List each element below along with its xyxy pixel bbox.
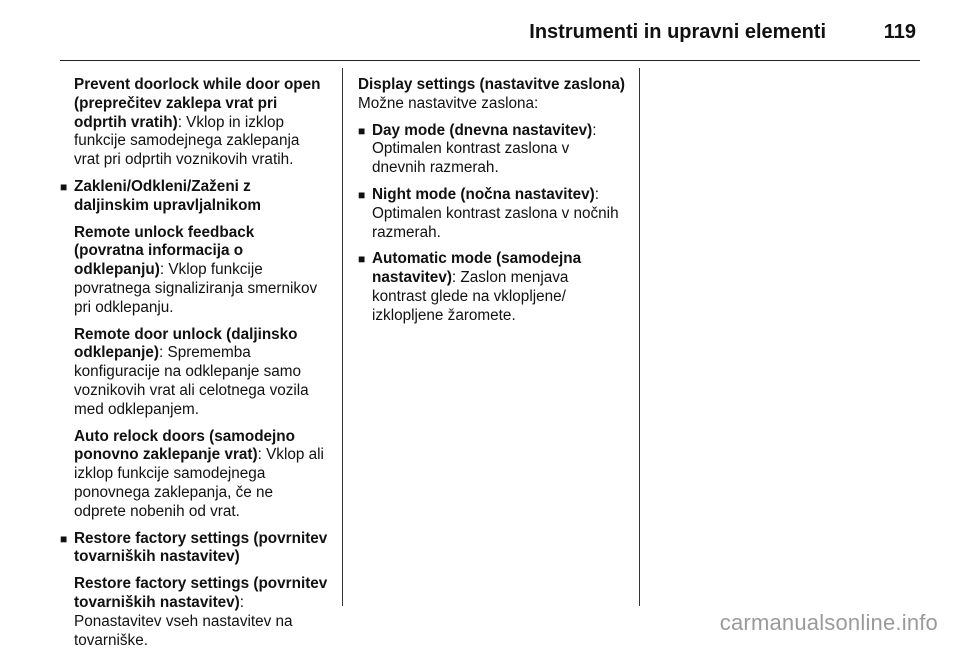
restore-factory-desc: : Ponastavitev vseh nastavitev na tovarniške. (74, 593, 293, 649)
column-divider-1 (342, 68, 343, 606)
bullet-icon: ■ (358, 187, 366, 202)
display-settings-title: Display settings (nastavitve zaslona) (358, 76, 625, 93)
doorlock-setting (60, 76, 328, 170)
night-mode-desc: : Optimalen kontrast zaslona v nočnih razmerah. (372, 185, 619, 241)
bullet-day-mode (358, 122, 626, 178)
display-settings-intro: Možne nastavitve zaslona: (358, 94, 539, 112)
day-mode-title: Day mode (dnevna nastavitev) (372, 121, 593, 139)
remote-door-unlock-desc: : Sprememba konfiguracije na odklepanje samo voznikovih vrat ali celotnega vozila med odklepanjem. (74, 344, 309, 418)
remote-unlock-feedback-desc: : Vklop funkcije povratnega signaliziranja smernikov pri odklepanju. (74, 261, 318, 316)
bullet-automatic-mode (358, 250, 626, 325)
page-number: 119 (883, 21, 916, 43)
column-divider-2 (639, 68, 640, 606)
auto-relock-desc: : Vklop ali izklop funkcije samodejnega ponovnega zaklepanja, če ne odprete nobenih od vrat. (74, 446, 324, 520)
middle-column (358, 76, 626, 334)
remote-unlock-feedback-title: Remote unlock feedback (povratna informacija o odklepanju) (74, 223, 255, 279)
auto-relock (74, 428, 328, 522)
page-header (60, 18, 920, 52)
bullet-icon: ■ (60, 531, 68, 546)
header-title: Instrumenti in upravni elementi (529, 21, 826, 43)
left-column (60, 76, 328, 658)
day-mode-desc: : Optimalen kontrast zaslona v dnevnih razmerah. (372, 121, 597, 177)
remote-door-unlock-title: Remote door unlock (daljinsko odklepanje) (74, 325, 298, 362)
bullet-remote-control (60, 178, 328, 522)
remote-unlock-feedback (74, 224, 328, 318)
bullet-icon: ■ (358, 123, 366, 138)
doorlock-setting-desc: : Vklop in izklop funkcije samodejnega zaklepanja vrat pri odprtih voznikovih vratih. (74, 113, 300, 169)
night-mode-title: Night mode (nočna nastavitev) (372, 185, 595, 203)
bullet-icon: ■ (60, 179, 68, 194)
auto-relock-title: Auto relock doors (samodejno ponovno zaklepanje vrat) (74, 427, 295, 464)
automatic-mode-desc: : Zaslon menjava kontrast glede na vklopljene/ izklopljene žaromete. (372, 269, 569, 324)
bullet-icon: ■ (358, 252, 366, 267)
header-divider (60, 60, 920, 61)
remote-door-unlock (74, 326, 328, 420)
remote-control-heading: Zakleni/Odkleni/Zaženi z daljinskim upravljalnikom (74, 177, 262, 214)
restore-factory-setting (74, 575, 328, 650)
restore-factory-title: Restore factory settings (povrnitev tovarniških nastavitev) (74, 575, 328, 611)
automatic-mode-title: Automatic mode (samodejna nastavitev) (372, 250, 582, 287)
doorlock-setting-title: Prevent doorlock while door open (preprečitev zaklepa vrat pri odprtih vratih) (74, 76, 321, 131)
restore-factory-heading: Restore factory settings (povrnitev tovarniških nastavitev) (74, 529, 328, 566)
watermark: carmanualsonline.info (719, 610, 938, 635)
bullet-restore-factory (60, 530, 328, 651)
bullet-night-mode (358, 186, 626, 242)
